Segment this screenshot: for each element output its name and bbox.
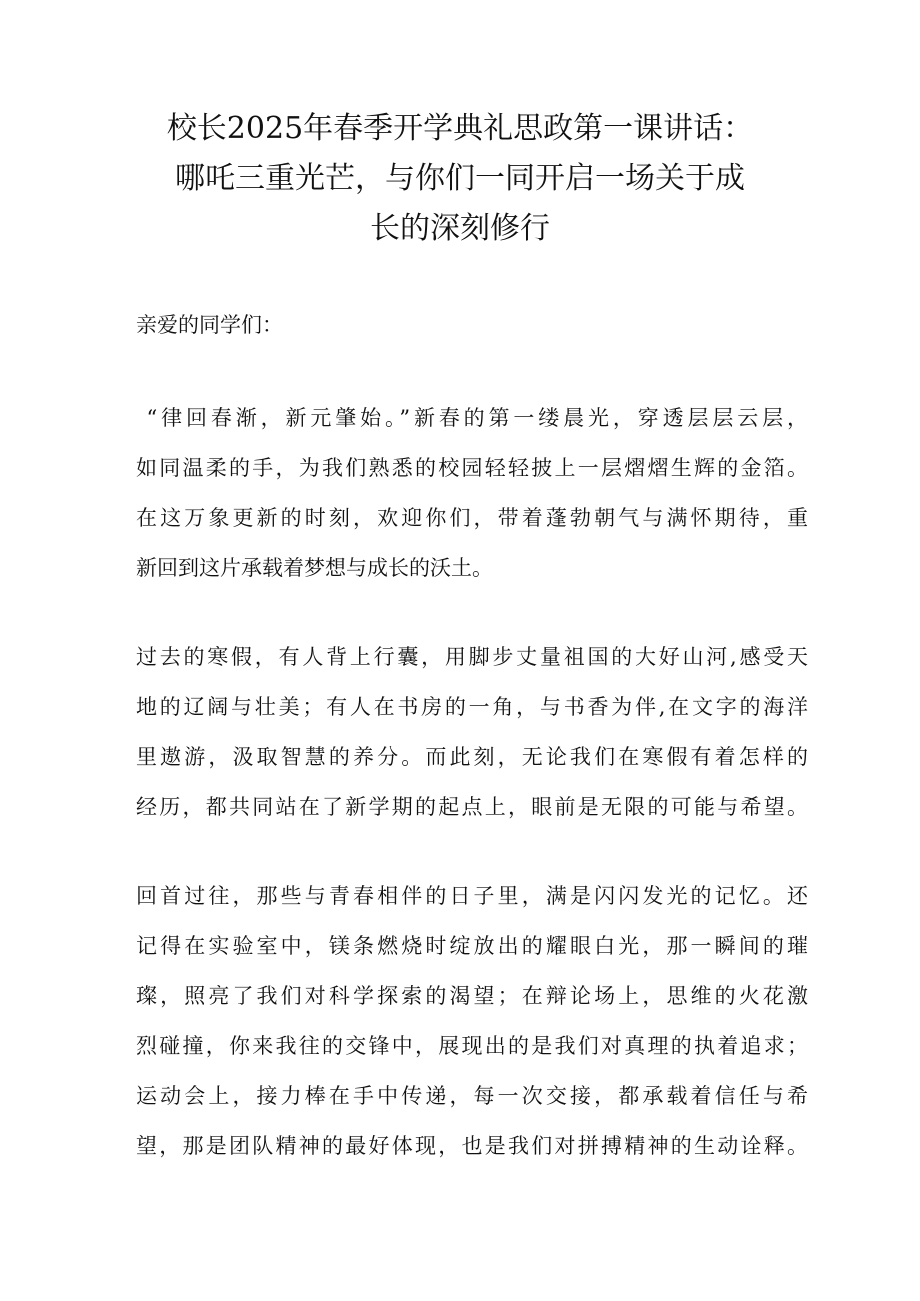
paragraph-line: 望，那是团队精神的最好体现，也是我们对拼搏精神的生动诠释。 [136,1134,808,1158]
paragraph-line: 在这万象更新的时刻，欢迎你们，带着蓬勃朝气与满怀期待，重 [136,506,808,530]
paragraph-line: 如同温柔的手，为我们熟悉的校园轻轻披上一层熠熠生辉的金箔。 [136,456,808,480]
paragraph-winter-break [136,632,808,832]
document-title [110,104,810,254]
salutation: 亲爱的同学们： [136,313,283,337]
paragraph-line: 过去的寒假，有人背上行囊，用脚步丈量祖国的大好山河,感受天 [136,645,808,669]
title-line: 哪吒三重光芒，与你们一同开启一场关于成 [175,161,745,196]
paragraph-line: 地的辽阔与壮美；有人在书房的一角，与书香为伴,在文字的海洋 [136,695,808,719]
paragraph-opening [136,393,808,593]
title-line: 校长2025年春季开学典礼思政第一课讲话： [166,111,754,146]
paragraph-line: 新回到这片承载着梦想与成长的沃土。 [136,556,493,580]
paragraph-line: 记得在实验室中，镁条燃烧时绽放出的耀眼白光，那一瞬间的璀 [136,934,808,958]
paragraph-line: 里遨游，汲取智慧的养分。而此刻，无论我们在寒假有着怎样的 [136,745,808,769]
paragraph-memories [136,871,808,1171]
paragraph-line: 烈碰撞，你来我往的交锋中，展现出的是我们对真理的执着追求； [136,1034,808,1058]
paragraph-line: 璨，照亮了我们对科学探索的渴望；在辩论场上，思维的火花激 [136,984,808,1008]
paragraph-line: 运动会上，接力棒在手中传递，每一次交接，都承载着信任与希 [136,1084,808,1108]
paragraph-line: 回首过往，那些与青春相伴的日子里，满是闪闪发光的记忆。还 [136,884,808,908]
paragraph-line: 经历，都共同站在了新学期的起点上，眼前是无限的可能与希望。 [136,795,808,819]
paragraph-line: “律回春渐，新元肇始。”新春的第一缕晨光，穿透层层云层， [136,406,808,430]
title-line: 长的深刻修行 [370,211,550,246]
